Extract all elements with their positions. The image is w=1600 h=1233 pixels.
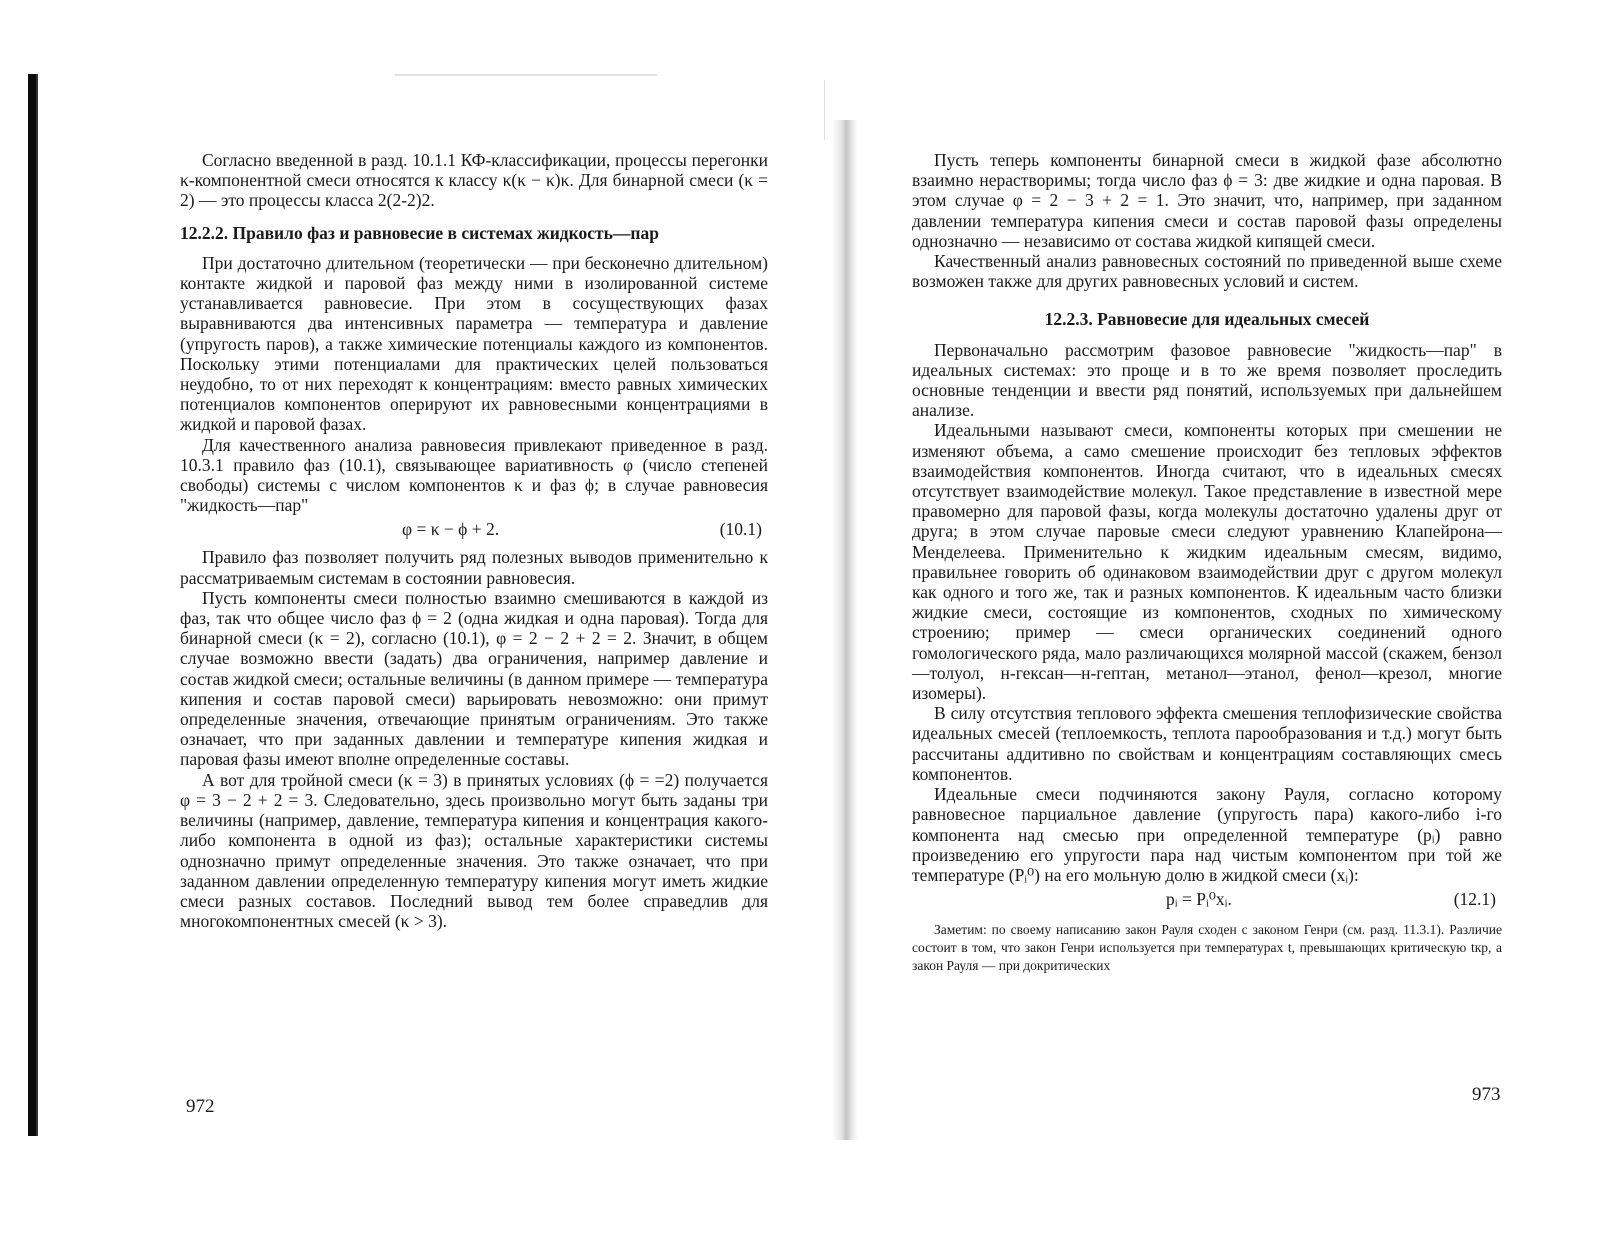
right-paragraph-4: Идеальными называют смеси, компоненты которых при смешении не изменяют объема, а само смешение происходит без тепловых эффектов взаимодействия компонентов. Иногда считают, что в идеальных смесях отсутствует взаимодействие молекул. Такое представление в известной мере правомерно для паровой фазы, когда молекулы достаточно удалены друг от друга; в этом случае паровые смеси следуют уравнению Клапейрона—Менделеева. Применительно к жидким идеальным смесям, видимо, правильнее говорить об одинаковом взаимодействии друг с другом молекул как одного и того же, так и разных компонентов. К идеальным часто близки жидкие смеси, состоящие из компонентов, сходных по химическому строению; пример — смеси органических соединений одного гомологического ряда, мало различающихся молярной массой (скажем, бензол—толуол, н-гексан—н-гептан, метанол—этанол, фенол—крезол, многие изомеры). [912, 420, 1502, 704]
right-paragraph-1: Пусть теперь компоненты бинарной смеси в жидкой фазе абсолютно взаимно нерастворимы; тогда число фаз ϕ = 3: две жидкие и одна паровая. В этом случае φ = 2 − 3 + 2 = 1. Это значит, что, например, при заданном давлении температура кипения смеси и состав паровой фазы определены однозначно — независимо от состава жидкой кипящей смеси. [912, 150, 1502, 251]
left-paragraph-6: А вот для тройной смеси (κ = 3) в принятых условиях (ϕ = =2) получается φ = 3 − 2 + 2 = 3. Следовательно, здесь произвольно могут быть заданы три величины (например, давление, температура кипения и концентрация какого-либо компонента в одной из фаз); остальные характеристики системы однозначно примут определенные значения. Это также означает, что при заданном давлении определенную температуру кипения могут иметь жидкие смеси разных составов. Последний вывод тем более справедлив для многокомпонентных смесей (κ > 3). [180, 769, 768, 932]
right-paragraph-3: Первоначально рассмотрим фазовое равновесие "жидкость—пар" в идеальных системах: это проще и в то же время позволяет проследить основные тенденции и ввести ряд понятий, используемых при дальнейшем анализе. [912, 339, 1502, 421]
page-top-edge [395, 74, 657, 76]
section-heading-12-2-2: 12.2.2. Правило фаз и равновесие в системах жидкость—пар [180, 222, 659, 243]
left-paragraph-4: Правило фаз позволяет получить ряд полезных выводов применительно к рассматриваемым системам в состоянии равновесия. [180, 547, 768, 588]
formula-number: (12.1) [1453, 889, 1496, 910]
formula-number: (10.1) [719, 519, 762, 540]
formula-expression: pᵢ = Pᵢ⁰xᵢ. [1166, 889, 1232, 910]
formula-10-1 [180, 517, 768, 543]
right-paragraph-2: Качественный анализ равновесных состояний по приведенной выше схеме возможен также для других равновесных условий и систем. [912, 251, 1502, 292]
left-paragraph-3: Для качественного анализа равновесия привлекают приведенное в разд. 10.3.1 правило фаз (10.1), связывающее вариативность φ (число степеней свободы) системы с числом компонентов κ и фаз ϕ; в случае равновесия "жидкость—пар" [180, 434, 768, 516]
gutter-line [824, 80, 825, 140]
left-paragraph-2: При достаточно длительном (теоретически — при бесконечно длительном) контакте жидкой и паровой фаз между ними в изолированной системе устанавливается равновесие. При этом в сосуществующих фазах выравниваются два интенсивных параметра — температура и давление (упругость паров), а также химические потенциалы каждого из компонентов. Поскольку этими потенциалами для практических целей пользоваться неудобно, то от них переходят к концентрациям: вместо равных химических потенциалов компонентов оперируют их равновесными концентрациями в жидкой и паровой фазах. [180, 252, 768, 435]
book-gutter [832, 120, 858, 1140]
right-paragraph-5: В силу отсутствия теплового эффекта смешения теплофизические свойства идеальных смесей (теплоемкость, теплота парообразования и т.д.) могут быть рассчитаны аддитивно по свойствам и концентрациям составляющих смесь компонентов. [912, 703, 1502, 784]
left-paragraph-5: Пусть компоненты смеси полностью взаимно смешиваются в каждой из фаз, так что общее число фаз ϕ = 2 (одна жидкая и одна паровая). Тогда для бинарной смеси (κ = 2), согласно (10.1), φ = 2 − 2 + 2 = 2. Значит, в общем случае возможно ввести (задать) два ограничения, например давление и состав жидкой смеси; остальные величины (в данном примере — температура кипения и состав паровой смеси) варьировать невозможно: они примут определенные значения, отвечающие принятым ограничениям. Это также означает, что при заданных давлении и температуре кипения жидкая и паровая фазы имеют вполне определенные составы. [180, 587, 768, 770]
right-page [912, 150, 1502, 975]
book-spine-shadow [28, 74, 36, 1136]
formula-12-1 [912, 887, 1502, 913]
footnote-raoult-henry: Заметим: по своему написанию закон Рауля сходен с законом Генри (см. разд. 11.3.1). Различие состоит в том, что закон Генри используется при температурах t, превышающих критическую tкр, а закон Рауля — при докритических [912, 922, 1502, 974]
left-page-number: 972 [186, 1096, 215, 1117]
right-paragraph-6: Идеальные смеси подчиняются закону Рауля, согласно которому равновесное парциальное давление (упругость пара) какого-либо i-го компонента над смесью при определенной температуре (pᵢ) равно произведению его упругости пара над чистым компонентом при той же температуре (Pᵢ⁰) на его мольную долю в жидкой смеси (xᵢ): [912, 784, 1502, 885]
right-page-number: 973 [1472, 1084, 1501, 1105]
left-page [180, 150, 768, 931]
section-heading-12-2-3: 12.2.3. Равновесие для идеальных смесей [1044, 309, 1370, 330]
book-spine-edge [36, 74, 38, 1136]
formula-expression: φ = κ − ϕ + 2. [402, 519, 500, 540]
left-paragraph-1: Согласно введенной в разд. 10.1.1 КФ-классификации, процессы перегонки κ-компонентной смеси относятся к классу κ(κ − κ)κ. Для бинарной смеси (κ = 2) — это процессы класса 2(2-2)2. [180, 150, 768, 211]
